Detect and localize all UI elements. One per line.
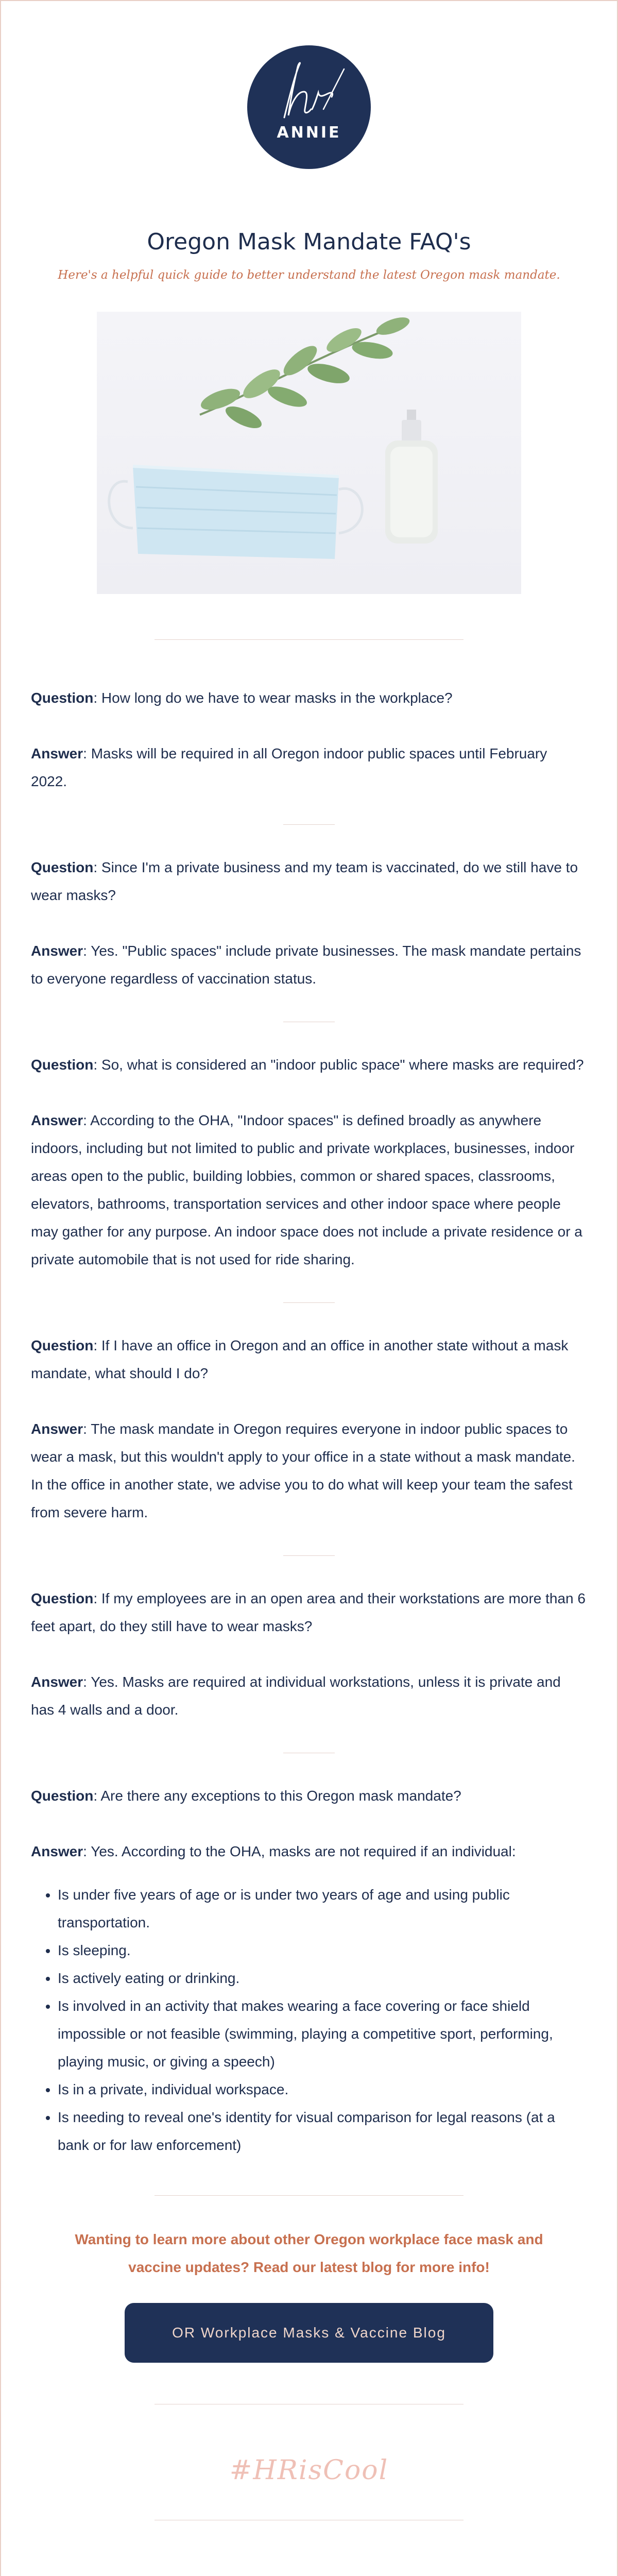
page-subtitle: Here's a helpful quick guide to better understand the latest Oregon mask mandate. (58, 268, 560, 282)
page-title: Oregon Mask Mandate FAQ's (147, 229, 471, 255)
faq-question: Question: Are there any exceptions to this Oregon mask mandate? (31, 1788, 461, 1804)
faq-separator (283, 1302, 335, 1303)
faq-question: Question: Since I'm a private business and my team is vaccinated, do we still have to wear masks? (31, 859, 578, 903)
faq-answer: Answer: Yes. "Public spaces" include private businesses. The mask mandate pertains to everyone regardless of vaccination status. (31, 943, 581, 987)
hero-image (97, 312, 521, 594)
spray-bottle-icon (385, 410, 438, 544)
mask-and-bottle-illustration (97, 312, 521, 594)
logo-wordmark: ANNIE (277, 124, 341, 142)
list-item: • Is sleeping. (58, 1937, 587, 1964)
list-item: • Is actively eating or drinking. (58, 1964, 587, 1992)
divider (154, 2195, 464, 2196)
faq-answer: Answer: Masks will be required in all Oregon indoor public spaces until February 2022. (31, 745, 547, 789)
faq-section (31, 684, 587, 2159)
face-mask-icon (109, 466, 363, 559)
faq-question: Question: If I have an office in Oregon and an office in another state without a mask mandate, what should I do? (31, 1337, 569, 1381)
cta-text: Wanting to learn more about other Oregon workplace face mask and vaccine updates? Read our latest blog for more info! (75, 2231, 543, 2275)
exceptions-list (31, 1881, 587, 2159)
faq-question: Question: How long do we have to wear masks in the workplace? (31, 690, 453, 706)
list-item: • Is involved in an activity that makes wearing a face covering or face shield impossible or not feasible (swimming, playing a competitive sport, performing, playing music, or giving a speech) (58, 1992, 587, 2076)
faq-answer: Answer: Yes. According to the OHA, masks are not required if an individual: (31, 1843, 516, 1859)
faq-answer: Answer: Yes. Masks are required at individual workstations, unless it is private and has 4 walls and a door. (31, 1674, 561, 1718)
hr-script-icon (268, 60, 350, 122)
divider (154, 639, 464, 640)
faq-answer: Answer: The mask mandate in Oregon requires everyone in indoor public spaces to wear a mask, but this wouldn't apply to your office in a state without a mask mandate. In the office in another state, we advise you to do what will keep your team the safest from severe harm. (31, 1421, 575, 1520)
faq-separator (283, 1555, 335, 1556)
logo (247, 45, 371, 169)
list-item: • Is needing to reveal one's identity for visual comparison for legal reasons (at a bank or for law enforcement) (58, 2104, 587, 2159)
list-item: • Is in a private, individual workspace. (58, 2076, 587, 2104)
eucalyptus-branch-icon (198, 314, 411, 432)
blog-link-button[interactable]: OR Workplace Masks & Vaccine Blog (125, 2303, 493, 2363)
faq-answer: Answer: According to the OHA, "Indoor spaces" is defined broadly as anywhere indoors, including but not limited to public and private workplaces, businesses, indoor areas open to the public, building lobbies, common or shared spaces, classrooms, elevators, bathrooms, transportation services and other indoor space where people may gather for any purpose. An indoor space does not include a private residence or a private automobile that is not used for ride sharing. (31, 1112, 582, 1267)
hashtag-signature: #HRisCool (229, 2455, 389, 2486)
faq-question: Question: If my employees are in an open area and their workstations are more than 6 feet apart, do they still have to wear masks? (31, 1590, 586, 1634)
list-item: • Is under five years of age or is under two years of age and using public transportation. (58, 1881, 587, 1937)
faq-separator (283, 824, 335, 825)
faq-question: Question: So, what is considered an "indoor public space" where masks are required? (31, 1057, 584, 1073)
